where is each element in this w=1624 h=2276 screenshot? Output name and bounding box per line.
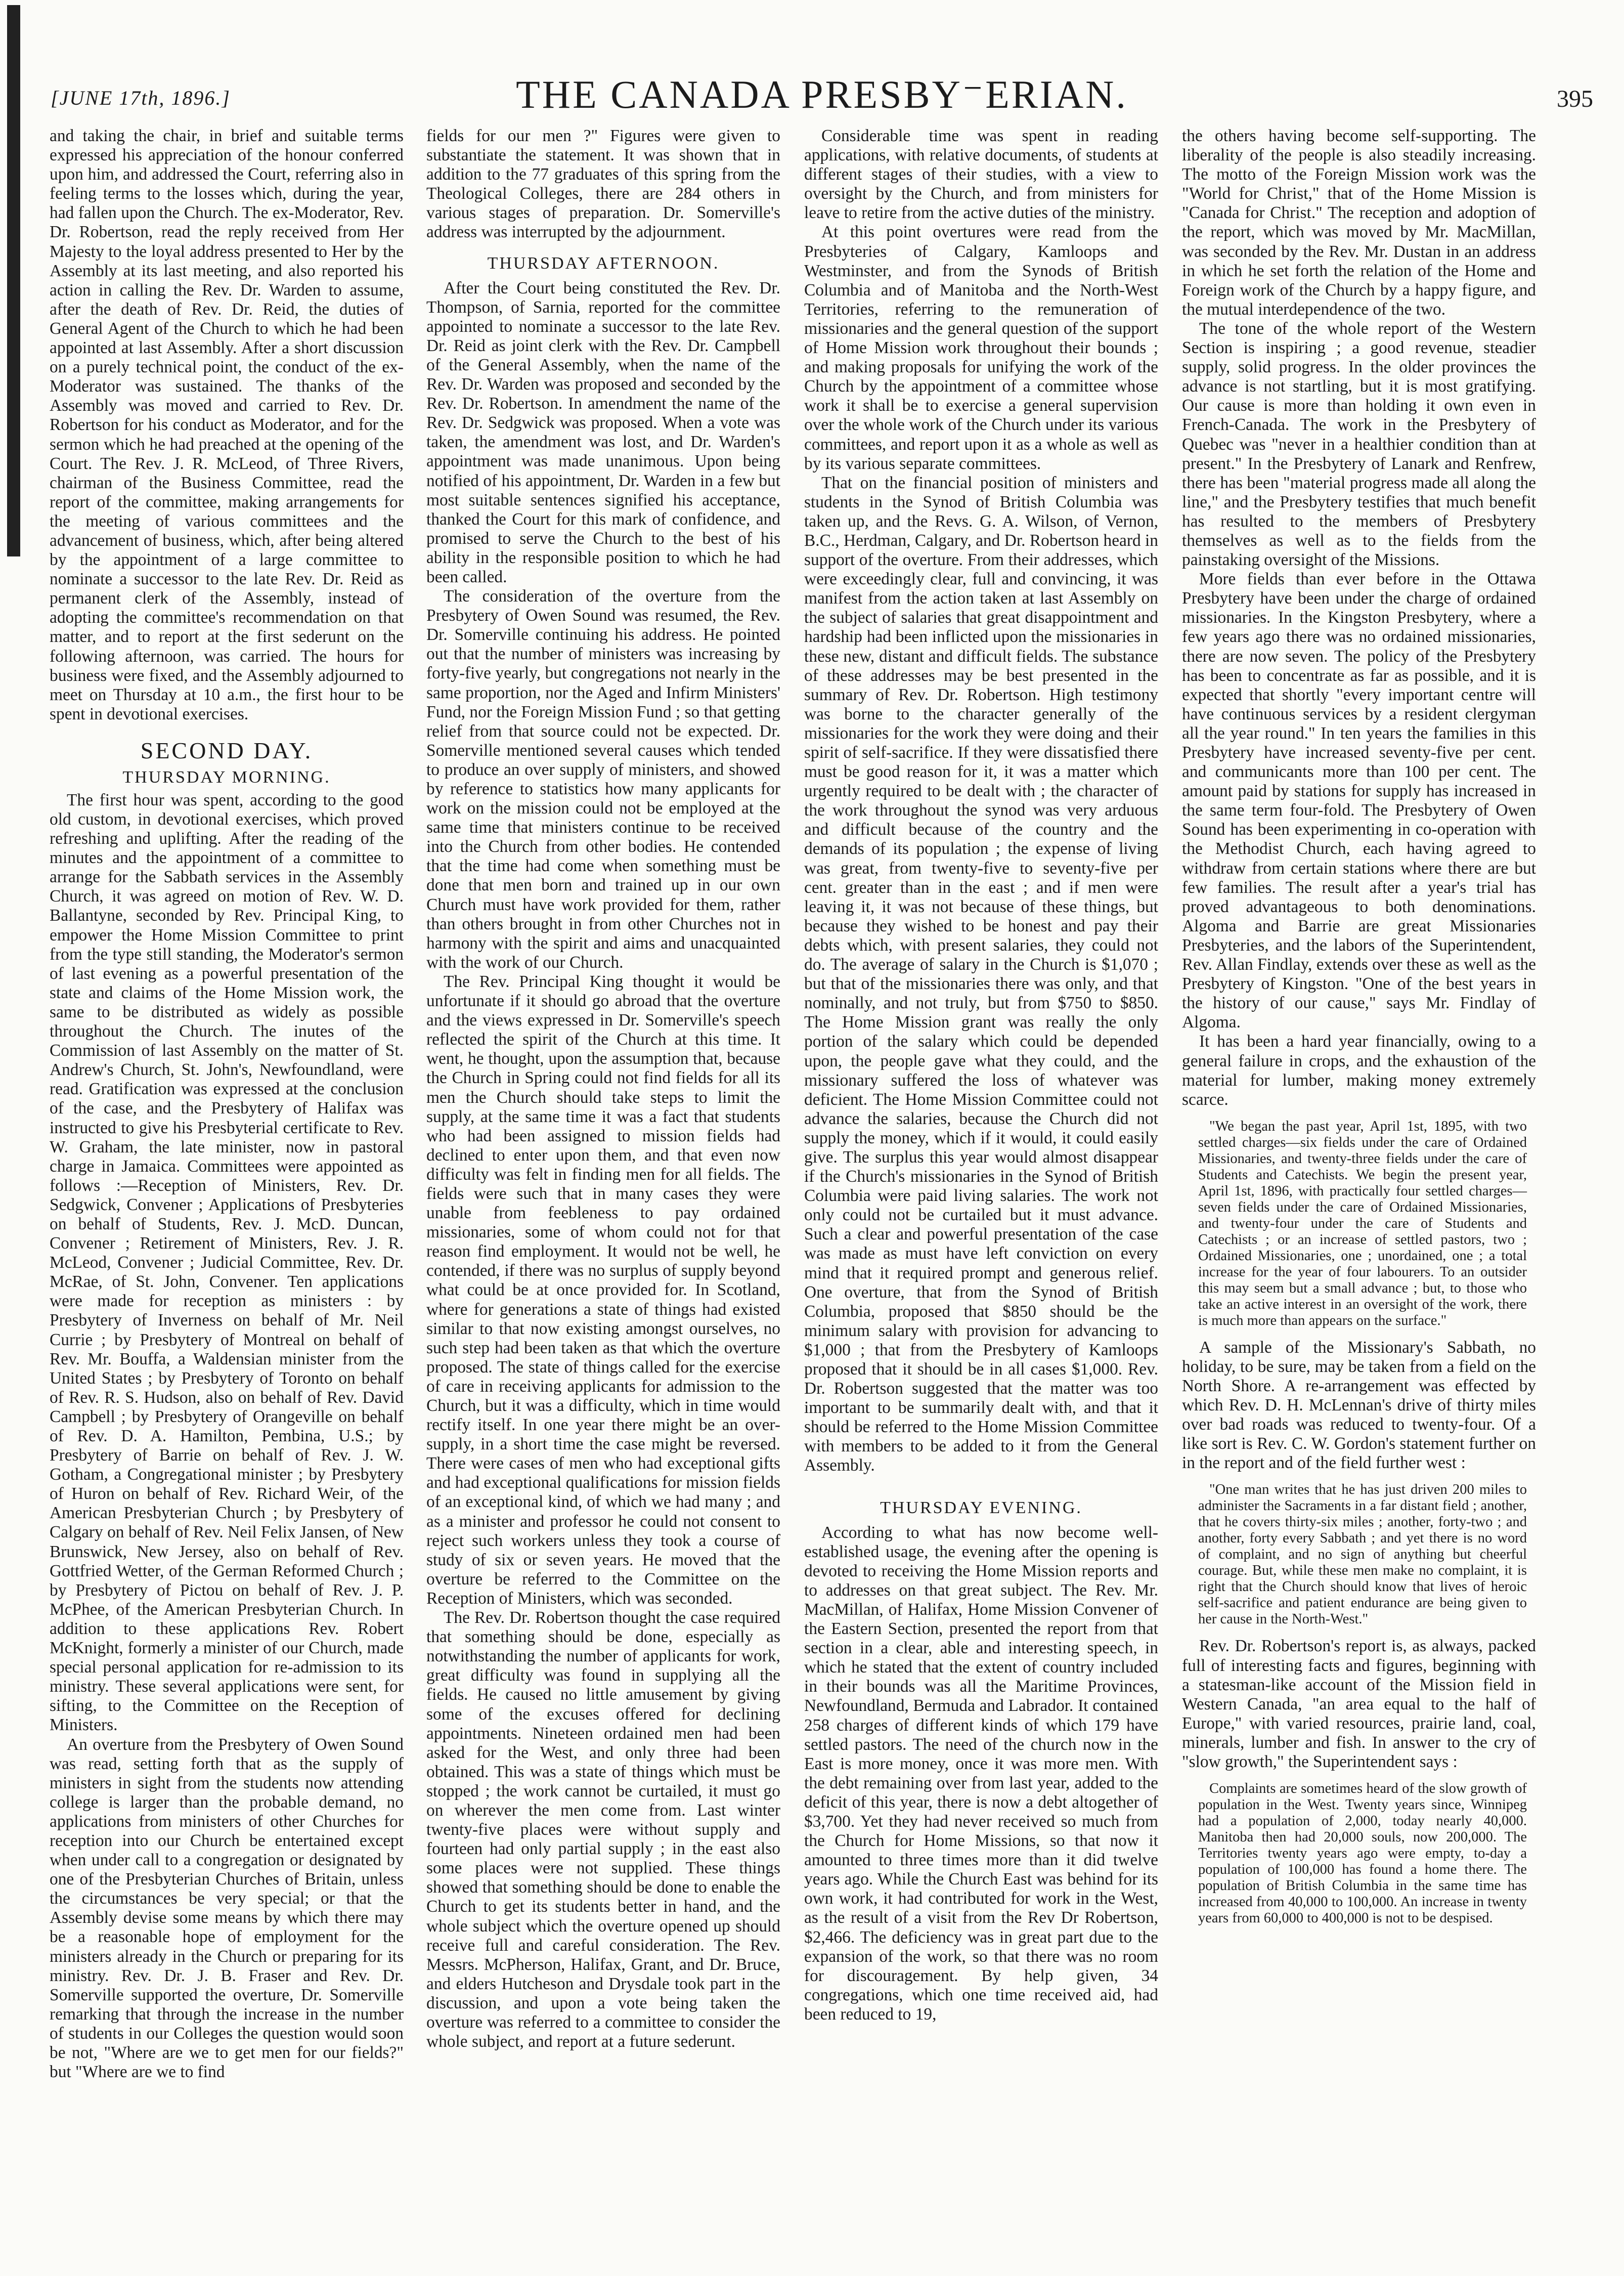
quote-text: "One man writes that he has just driven 200 miles to administer the Sacraments in a far distant field ; another, that he covers thirty-six miles ; another, forty-two ; and another, forty every Sabbath ; and yet there is no word of complaint, and no sign of anything but cheerful courage. But, while these men make no complaint, it is right that the Church should know that lives of heroic self-sacrifice and patient endurance are being given to her cause in the North-West." [1198,1482,1527,1627]
block-quote [1198,1119,1527,1329]
article-paragraph: A sample of the Missionary's Sabbath, no holiday, to be sure, may be taken from a field on the North Shore. A re-arrangement was effected by which Rev. D. H. McLennan's drive of thirty miles over bad roads was reduced to twenty-four. Of a like sort is Rev. C. W. Gordon's statement further on in the report and of the field further west : [1182,1338,1536,1473]
section-heading: THURSDAY EVENING. [880,1498,1082,1517]
article-paragraph: The Rev. Principal King thought it would be unfortunate if it should go abroad that the overture and the views expressed in Dr. Somerville's speech reflected the spirit of the Church at this time. It went, he thought, upon the assumption that, because the Church in Spring could not find fields for all its men the Church should take steps to limit the supply, at the same time it was a fact that students who had been assigned to mission fields had declined to enter upon them, and that even now difficulty was felt in finding men for all fields. The fields were such that in many cases they were unable from feebleness to pay ordained missionaries, some of whom could not for that reason find employment. It would not be well, he contended, if there was no surplus of supply beyond what could be at once provided for. In Scotland, where for generations a state of things had existed similar to that now existing amongst ourselves, no such step had been taken as that which the overture proposed. The state of things called for the exercise of care in receiving applicants for admission to the Church, but it was a difficulty, which in time would rectify itself. In one year there might be an over-supply, in a short time the case might be reversed. There were cases of men who had exceptional gifts and had exceptional qualifications for mission fields of an exceptional kind, of which we had many ; and as a minister and professor he could not consent to reject such workers unless they took a course of study of six or seven years. He moved that the overture be referred to the Committee on the Reception of Ministers, which was seconded. [426,972,780,1608]
column-1 [50,126,404,2251]
scan-edge-bar [7,5,20,556]
article-paragraph: That on the financial position of ministers and students in the Synod of British Columbia was taken up, and the Revs. G. A. Wilson, of Vernon, B.C., Herdman, Calgary, and Dr. Robertson heard in support of the overture. From their addresses, which were exceedingly clear, full and convincing, it was manifest from the action taken at last Assembly on the subject of salaries that great disappointment and hardship had been inflicted upon the missionaries in these new, distant and difficult fields. The substance of these addresses may be best presented in the summary of Rev. Dr. Robertson. High testimony was borne to the character generally of the missionaries for the work they were doing and their spirit of self-sacrifice. If they were dissatisfied there must be good reason for it, it was a matter which urgently required to be dealt with ; the character of the work throughout the synod was very arduous and difficult because of the country and the demands of its population ; the expense of living was great, from twenty-five to seventy-five per cent. greater than in the east ; and if men were leaving it, it was not because of these things, but because they wished to be honest and pay their debts which, with present salaries, they could not do. The average of salary in the Church is $1,070 ; but that of the missionaries there was only, and that nominally, and not truly, but from $750 to $850. The Home Mission grant was really the only portion of the salary which could be depended upon, the people gave what they could, and the missionary suffered the loss of whatever was deficient. The Home Mission Committee could not advance the salaries, because the Church did not supply the money, which if it would, it could easily give. The surplus this year would almost disappear if the Church's missionaries in the Synod of British Columbia were paid living salaries. The work not only could not be curtailed but it must advance. Such a clear and powerful presentation of the case was made as must have left conviction on every mind that it required prompt and generous relief. One overture, that from the Synod of British Columbia, proposed that $850 should be the minimum salary with provision for advancing to $1,000 ; that from the Presbytery of Kamloops proposed that it should be in all cases $1,000. Rev. Dr. Robertson suggested that the matter was too important to be summarily dealt with, and that it should be referred to the Home Mission Committee with members to be added to it from the General Assembly. [804,473,1158,1475]
article-paragraph: The first hour was spent, according to the good old custom, in devotional exercises, which proved refreshing and uplifting. After the reading of the minutes and the appointment of a committee to arrange for the Sabbath services in the Assembly Church, it was agreed on motion of Rev. W. D. Ballantyne, seconded by Rev. Principal King, to empower the Home Mission Committee to print from the type still standing, the Moderator's sermon of last evening as a powerful presentation of the state and claims of the Home Mission work, the same to be distributed as widely as possible throughout the Church. The inutes of the Commission of last Assembly on the matter of St. Andrew's Church, St. John's, Newfoundland, were read. Gratification was expressed at the conclusion of the case, and the Presbytery of Halifax was instructed to give his Presbyterial certificate to Rev. W. Graham, the late minister, now in pastoral charge in Jamaica. Committees were appointed as follows :—Reception of Ministers, Rev. Dr. Sedgwick, Convener ; Applications of Presbyteries on behalf of Students, Rev. J. McD. Duncan, Convener ; Retirement of Ministers, Rev. J. R. McLeod, Convener ; Judicial Committee, Rev. Dr. McRae, of St. John, Convener. Ten applications were made for reception as ministers : by Presbytery of Inverness on behalf of Mr. Neil Currie ; by Presbytery of Montreal on behalf of Rev. Mr. Bouffa, a Waldensian minister from the United States ; by Presbytery of Toronto on behalf of Rev. R. S. Hudson, also on behalf of Rev. David Campbell ; by Presbytery of Orangeville on behalf of Rev. D. A. Hamilton, Pembina, U.S.; by Presbytery of Barrie on behalf of Rev. J. W. Gotham, a Congregational minister ; by Presbytery of Huron on behalf of Rev. Richard Weir, of the American Presbyterian Church ; by Presbytery of Calgary on behalf of Rev. Neil Felix Jansen, of New Brunswick, New Jersey, also on behalf of Rev. Gottfried Wetter, of the German Reformed Church ; by Presbytery of Pictou on behalf of Rev. J. P. McPhee, of the American Presbyterian Church. In addition to these applications Rev. Robert McKnight, formerly a minister of our Church, made special personal application for re-admission to its ministry. These several applications were sent, for sifting, to the Committee on the Reception of Ministers. [50,790,404,1735]
article-paragraph: The tone of the whole report of the Western Section is inspiring ; a good revenue, steadier supply, solid progress. In the older provinces the advance is not startling, but it is most gratifying. Our cause is more than holding it own even in French-Canada. The work in the Presbytery of Quebec was "never in a healthier condition than at present." In the Presbytery of Lanark and Renfrew, there has been "material progress made all along the line," and the Presbytery testifies that much benefit has resulted to the members of Presbytery themselves as well as to the fields from the painstaking oversight of the Missions. [1182,319,1536,570]
section-subheading: THURSDAY MORNING. [122,767,331,787]
column-2 [426,126,780,2251]
article-paragraph: According to what has now become well-established usage, the evening after the opening is devoted to receiving the Home Mission reports and to addresses on that great subject. The Rev. Mr. MacMillan, of Halifax, Home Mission Convener of the Eastern Section, presented the report from that section in a clear, able and interesting speech, in which he stated that the extent of country included in their bounds was all the Maritime Provinces, Newfoundland, Bermuda and Labrador. It contained 258 charges of different kinds of which 179 have settled pastors. The need of the church now in the East is more money, once it was more men. With the debt remaining over from last year, added to the deficit of this year, there is now a debt altogether of $3,700. Yet they had never received so much from the Church for Home Missions, so that now it amounted to three times more than it did twelve years ago. While the Church East was behind for its own work, it had contributed for work in the West, as the result of a visit from the Rev Dr Robertson, $2,466. The deficiency was in great part due to the expansion of the work, so that there was no room for discouragement. By help given, 34 congregations, which one time received aid, had been reduced to 19, [804,1523,1158,2024]
article-paragraph: fields for our men ?" Figures were given to substantiate the statement. It was shown that in addition to the 77 graduates of this spring from the Theological Colleges, there are 284 others in various stages of preparation. Dr. Somerville's address was interrupted by the adjournment. [426,126,780,242]
block-quote [1198,1781,1527,1926]
article-paragraph: After the Court being constituted the Rev. Dr. Thompson, of Sarnia, reported for the committee appointed to nominate a successor to the late Rev. Dr. Reid as joint clerk with the Rev. Dr. Campbell of the General Assembly, when the name of the Rev. Dr. Warden was proposed and seconded by the Rev. Dr. Robertson. In amendment the name of the Rev. Dr. Sedgwick was proposed. When a vote was taken, the amendment was lost, and Dr. Warden's appointment was made unanimous. Upon being notified of his appointment, Dr. Warden in a few but most suitable sentences signified his acceptance, thanked the Court for this mark of confidence, and promised to serve the Church to the best of his ability in the responsible position to which he had been called. [426,278,780,586]
block-quote [1198,1482,1527,1627]
quote-text: Complaints are sometimes heard of the slow growth of population in the West. Twenty years since, Winnipeg had a population of 2,000, today nearly 40,000. Manitoba then had 20,000 souls, now 200,000. The Territories twenty years ago were empty, to-day a population of 100,000 has found a home there. The population of British Columbia in the same time has increased from 40,000 to 100,000. An increase in twenty years from 60,000 to 400,000 is not to be despised. [1198,1781,1527,1926]
page-header [51,66,1593,121]
article-paragraph: The consideration of the overture from the Presbytery of Owen Sound was resumed, the Rev. Dr. Somerville continuing his address. He pointed out that the number of ministers was increasing by forty-five yearly, but congregations not nearly in the same proportion, nor the Aged and Infirm Ministers' Fund, nor the Foreign Mission Fund ; so that getting relief from that source could not be expected. Dr. Somerville mentioned several causes which tended to produce an over supply of ministers, and showed by reference to statistics how many applicants for work on the mission could not be employed at the same time that ministers continue to be received into the Church from other bodies. He contended that the time had come when something must be done that men born and trained up in our own Church must have work provided for them, rather than others brought in from other Churches not in harmony with the spirit and aims and unacquainted with the work of our Church. [426,587,780,972]
article-paragraph: It has been a hard year financially, owing to a general failure in crops, and the exhaustion of the material for lumber, making money extremely scarce. [1182,1032,1536,1109]
column-4 [1182,126,1536,2251]
article-paragraph: the others having become self-supporting. The liberality of the people is also steadily increasing. The motto of the Foreign Mission work was the "World for Christ," that of the Home Mission is "Canada for Christ." The reception and adoption of the report, which was moved by Mr. MacMillan, was seconded by the Rev. Mr. Dustan in an address in which he set forth the relation of the Home and Foreign work of the Church by a happy figure, and the mutual interdependence of the two. [1182,126,1536,319]
article-paragraph: and taking the chair, in brief and suitable terms expressed his appreciation of the honour conferred upon him, and addressed the Court, referring also in feeling terms to the losses which, during the year, had fallen upon the Church. The ex-Moderator, Rev. Dr. Robertson, read the reply received from Her Majesty to the loyal address presented to Her by the Assembly at its last meeting, and also reported his action in calling the Rev. Dr. Warden to assume, after the death of Rev. Dr. Reid, the duties of General Agent of the Church to which he had been appointed at last Assembly. After a short discussion on a purely technical point, the conduct of the ex-Moderator was sustained. The thanks of the Assembly was moved and carried to Rev. Dr. Robertson for his conduct as Moderator, and for the sermon which he had preached at the opening of the Court. The Rev. J. R. McLeod, of Three Rivers, chairman of the Business Committee, read the report of the committee, making arrangements for the meeting of various committees and the advancement of business, which, after being altered by the appointment of a large committee to nominate a successor to the late Rev. Dr. Reid as permanent clerk of the Assembly, instead of adopting the committee's recommendation on that matter, and to report at the first sederunt on the following afternoon, was carried. The hours for business were fixed, and the Assembly adjourned to meet on Thursday at 10 a.m., the first hour to be spent in devotional exercises. [50,126,404,723]
column-3 [804,126,1158,2251]
article-paragraph: At this point overtures were read from the Presbyteries of Calgary, Kamloops and Westminster, and from the Synods of British Columbia and of Manitoba and the North-West Territories, referring to the remuneration of missionaries and the general question of the support of Home Mission work throughout their bounds ; and making proposals for unifying the work of the Church by the appointment of a committee whose work it shall be to exercise a general supervision over the whole work of the Church under its various committees, and report upon it as a whole as well as by its various separate committees. [804,223,1158,473]
article-paragraph: More fields than ever before in the Ottawa Presbytery have been under the charge of ordained missionaries. In the Kingston Presbytery, where a few years ago there was no ordained missionaries, there are now seven. The policy of the Presbytery has been to concentrate as far as possible, and it is expected that shortly "every important centre will have continuous services by a resident clergyman all the year round." In ten years the families in this Presbytery have increased seventy-five per cent. and communicants more than 100 per cent. The amount paid by stations for supply has increased in the same term four-fold. The Presbytery of Owen Sound has been experimenting in co-operation with the Methodist Church, each having agreed to withdraw from certain stations where there are but few families. The result after a year's trial has proved advantageous to both denominations. Algoma and Barrie are great Missionaries Presbyteries, and the labors of the Superintendent, Rev. Allan Findlay, extends over these as well as the Presbytery of Kingston. "One of the best years in the history of our cause," says Mr. Findlay of Algoma. [1182,570,1536,1032]
section-heading: THURSDAY AFTERNOON. [487,253,720,273]
article-paragraph: Considerable time was spent in reading applications, with relative documents, of students at different stages of their studies, with a view to oversight by the Church, and from ministers for leave to retire from the active duties of the ministry. [804,126,1158,223]
quote-text: "We began the past year, April 1st, 1895, with two settled charges—six fields under the care of Ordained Missionaries, and twenty-three fields under the care of Students and Catechists. We begin the present year, April 1st, 1896, with practically four settled charges—seven fields under the care of Ordained Missionaries, and twenty-four under the care of Students and Catechists ; or an increase of settled pastors, two ; Ordained Missionaries, one ; unordained, one ; a total increase for the year of four labourers. To an outsider this may seem but a small advance ; but, to those who take an active interest in an oversight of the work, there is much more than appears on the surface." [1198,1118,1527,1328]
article-paragraph: An overture from the Presbytery of Owen Sound was read, setting forth that as the supply of ministers in sight from the students now attending college is larger than the probable demand, no applications from ministers of other Churches for reception into our Church be entertained except when under call to a congregation or designated by one of the Presbyterian Churches of Britain, unless the circumstances be very special; or that the Assembly devise some means by which there may be a reasonable hope of employment for the ministers already in the Church or preparing for its ministry. Rev. Dr. J. B. Fraser and Rev. Dr. Somerville supported the overture, Dr. Somerville remarking that through the increase in the number of students in our Colleges the question would soon be not, "Where are we to get men for our fields?" but "Where are we to find [50,1735,404,2082]
page-number: 395 [1557,85,1593,112]
article-paragraph: Rev. Dr. Robertson's report is, as always, packed full of interesting facts and figures, beginning with a statesman-like account of the Mission field in Western Canada, "an area equal to the half of Europe," with varied resources, prairie land, coal, minerals, lumber and fish. In answer to the cry of "slow growth," the Superintendent says : [1182,1637,1536,1771]
article-paragraph: The Rev. Dr. Robertson thought the case required that something should be done, especially as notwithstanding the number of applicants for work, great difficulty was found in supplying all the fields. He caused no little amusement by giving some of the excuses offered for declining appointments. Nineteen ordained men had been asked for the West, and only three had been obtained. This was a state of things which must be stopped ; the work cannot be curtailed, it must go on wherever the men come from. Last winter twenty-five places were without supply and fourteen had only partial supply ; in the east also some places were not supplied. These things showed that something should be done to enable the Church to get its students better in hand, and the whole subject which the overture opened up should receive full and careful consideration. The Rev. Messrs. McPherson, Halifax, Grant, and Dr. Bruce, and elders Hutcheson and Drysdale took part in the discussion, and upon a vote being taken the overture was referred to a committee to consider the whole subject, and report at a future sederunt. [426,1608,780,2051]
issue-date: [JUNE 17th, 1896.] [51,87,231,109]
section-heading: SECOND DAY. [140,737,313,763]
newspaper-title: THE CANADA PRESBY⁻ERIAN. [516,72,1128,116]
